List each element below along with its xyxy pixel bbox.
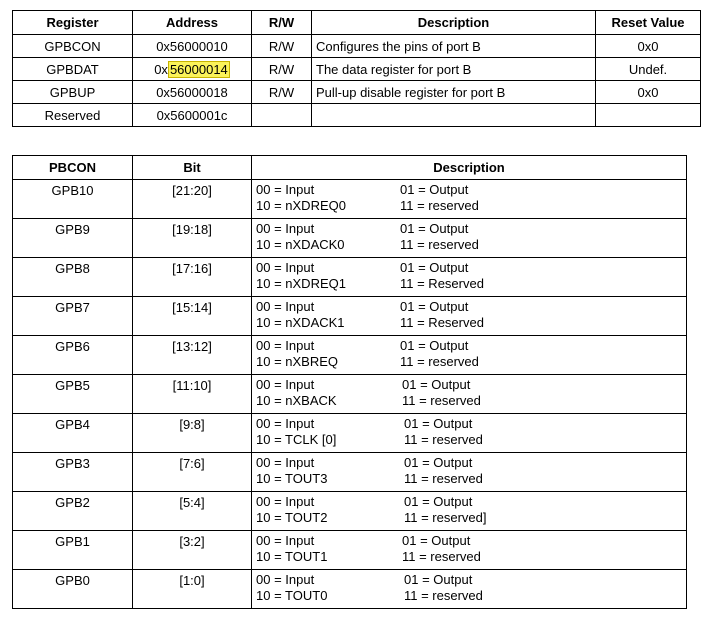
table-row — [13, 297, 687, 336]
register-name: GPBCON — [13, 35, 133, 58]
option-10: 10 = TOUT2 — [256, 510, 328, 525]
option-10: 10 = nXBACK — [256, 393, 337, 408]
register-address[interactable] — [133, 58, 252, 81]
description-line — [256, 471, 682, 487]
option-01: 01 = Output — [400, 260, 469, 275]
register-reset-value: 0x0 — [596, 35, 701, 58]
pin-name: GPB3 — [13, 453, 133, 492]
table-row — [13, 258, 687, 297]
option-10: 10 = nXDREQ0 — [256, 198, 346, 213]
table-row — [13, 570, 687, 609]
pin-description — [252, 492, 687, 531]
pin-description — [252, 258, 687, 297]
header-bit: Bit — [133, 156, 252, 180]
header-description: Description — [252, 156, 687, 180]
option-00: 00 = Input — [256, 377, 315, 392]
description-line — [256, 221, 682, 237]
description-line — [256, 588, 682, 604]
register-description: The data register for port B — [312, 58, 596, 81]
register-description — [312, 104, 596, 127]
register-rw: R/W — [252, 35, 312, 58]
pin-bits: [19:18] — [133, 219, 252, 258]
description-line — [256, 455, 682, 471]
register-description: Pull-up disable register for port B — [312, 81, 596, 104]
header-rw: R/W — [252, 11, 312, 35]
option-01: 01 = Output — [400, 182, 469, 197]
description-line — [256, 549, 682, 565]
pin-description — [252, 180, 687, 219]
pin-description — [252, 531, 687, 570]
table-row — [13, 58, 701, 81]
option-01: 01 = Output — [404, 494, 473, 509]
pin-bits: [13:12] — [133, 336, 252, 375]
option-01: 01 = Output — [404, 416, 473, 431]
option-11: 11 = reserved — [404, 432, 483, 447]
header-address: Address — [133, 11, 252, 35]
description-line — [256, 572, 682, 588]
register-table — [12, 10, 701, 127]
register-address: 0x56000010 — [133, 35, 252, 58]
option-11: 11 = reserved — [404, 588, 483, 603]
option-10: 10 = nXBREQ — [256, 354, 339, 369]
pin-bits: [9:8] — [133, 414, 252, 453]
option-01: 01 = Output — [400, 299, 469, 314]
address-prefix: 0x — [154, 61, 168, 77]
register-reset-value: Undef. — [596, 58, 701, 81]
description-line — [256, 494, 682, 510]
register-rw: R/W — [252, 58, 312, 81]
pin-bits: [15:14] — [133, 297, 252, 336]
option-11: 11 = reserved — [404, 471, 483, 486]
pin-name: GPB2 — [13, 492, 133, 531]
pin-name: GPB6 — [13, 336, 133, 375]
description-line — [256, 299, 682, 315]
option-10: 10 = TOUT0 — [256, 588, 328, 603]
option-11: 11 = reserved — [402, 549, 481, 564]
table-row — [13, 453, 687, 492]
pin-name: GPB8 — [13, 258, 133, 297]
description-line — [256, 416, 682, 432]
header-pbcon: PBCON — [13, 156, 133, 180]
pbcon-table — [12, 155, 687, 609]
register-name: GPBUP — [13, 81, 133, 104]
header-reset-value: Reset Value — [596, 11, 701, 35]
description-line — [256, 432, 682, 448]
description-line — [256, 338, 682, 354]
register-address: 0x56000018 — [133, 81, 252, 104]
description-line — [256, 510, 682, 526]
register-name: GPBDAT — [13, 58, 133, 81]
pin-name: GPB1 — [13, 531, 133, 570]
option-00: 00 = Input — [256, 260, 315, 275]
description-line — [256, 198, 682, 214]
description-line — [256, 182, 682, 198]
table-row — [13, 35, 701, 58]
option-00: 00 = Input — [256, 182, 315, 197]
option-00: 00 = Input — [256, 338, 315, 353]
pin-bits: [3:2] — [133, 531, 252, 570]
register-rw — [252, 104, 312, 127]
table-row — [13, 336, 687, 375]
option-11: 11 = reserved — [400, 354, 479, 369]
register-name: Reserved — [13, 104, 133, 127]
pin-bits: [5:4] — [133, 492, 252, 531]
description-line — [256, 377, 682, 393]
register-rw: R/W — [252, 81, 312, 104]
table-row — [13, 104, 701, 127]
register-reset-value: 0x0 — [596, 81, 701, 104]
option-10: 10 = TOUT3 — [256, 471, 328, 486]
pin-description — [252, 414, 687, 453]
pin-description — [252, 336, 687, 375]
pin-bits: [11:10] — [133, 375, 252, 414]
option-10: 10 = TOUT1 — [256, 549, 328, 564]
register-table-header — [13, 11, 701, 35]
header-description: Description — [312, 11, 596, 35]
description-line — [256, 315, 682, 331]
pin-bits: [21:20] — [133, 180, 252, 219]
pin-name: GPB10 — [13, 180, 133, 219]
pin-name: GPB9 — [13, 219, 133, 258]
pin-bits: [7:6] — [133, 453, 252, 492]
option-10: 10 = TCLK [0] — [256, 432, 337, 447]
pin-description — [252, 297, 687, 336]
pin-name: GPB5 — [13, 375, 133, 414]
option-11: 11 = Reserved — [400, 276, 484, 291]
option-01: 01 = Output — [400, 338, 469, 353]
table-row — [13, 531, 687, 570]
description-line — [256, 260, 682, 276]
table-row — [13, 414, 687, 453]
table-row — [13, 219, 687, 258]
register-address: 0x5600001c — [133, 104, 252, 127]
pbcon-table-body — [13, 180, 687, 609]
table-row — [13, 375, 687, 414]
option-11: 11 = reserved] — [404, 510, 487, 525]
pin-bits: [1:0] — [133, 570, 252, 609]
option-00: 00 = Input — [256, 455, 315, 470]
option-00: 00 = Input — [256, 221, 315, 236]
pin-description — [252, 453, 687, 492]
description-line — [256, 276, 682, 292]
option-11: 11 = Reserved — [400, 315, 484, 330]
option-11: 11 = reserved — [400, 237, 479, 252]
option-00: 00 = Input — [256, 416, 315, 431]
option-10: 10 = nXDREQ1 — [256, 276, 346, 291]
option-01: 01 = Output — [402, 533, 471, 548]
option-00: 00 = Input — [256, 299, 315, 314]
option-11: 11 = reserved — [402, 393, 481, 408]
description-line — [256, 237, 682, 253]
pin-name: GPB4 — [13, 414, 133, 453]
pin-description — [252, 219, 687, 258]
description-line — [256, 354, 682, 370]
pin-description — [252, 375, 687, 414]
register-description: Configures the pins of port B — [312, 35, 596, 58]
option-00: 00 = Input — [256, 533, 315, 548]
table-row — [13, 492, 687, 531]
option-10: 10 = nXDACK1 — [256, 315, 345, 330]
option-00: 00 = Input — [256, 494, 315, 509]
table-row — [13, 180, 687, 219]
description-line — [256, 533, 682, 549]
option-01: 01 = Output — [404, 455, 473, 470]
option-10: 10 = nXDACK0 — [256, 237, 345, 252]
pin-name: GPB7 — [13, 297, 133, 336]
option-01: 01 = Output — [402, 377, 471, 392]
pin-bits: [17:16] — [133, 258, 252, 297]
option-11: 11 = reserved — [400, 198, 479, 213]
option-01: 01 = Output — [400, 221, 469, 236]
option-00: 00 = Input — [256, 572, 315, 587]
pbcon-table-header — [13, 156, 687, 180]
option-01: 01 = Output — [404, 572, 473, 587]
pin-description — [252, 570, 687, 609]
register-reset-value — [596, 104, 701, 127]
table-row — [13, 81, 701, 104]
description-line — [256, 393, 682, 409]
header-register: Register — [13, 11, 133, 35]
pin-name: GPB0 — [13, 570, 133, 609]
highlighted-address[interactable]: 56000014 — [169, 61, 228, 77]
